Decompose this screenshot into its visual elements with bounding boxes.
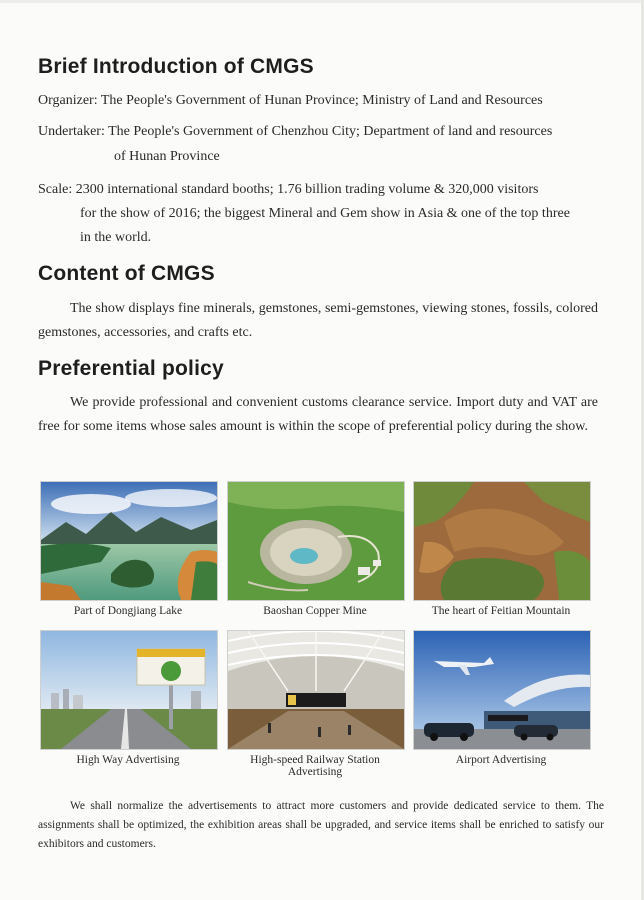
policy-paragraph: We provide professional and convenient customs clearance service. Import duty and VAT are free for some items whose sales amount is within the scope of preferential policy during the show. [38,395,598,434]
page-top-edge [0,0,644,3]
baoshan-copper-mine-caption: Baoshan Copper Mine [263,605,367,617]
scale-line-1: Scale: 2300 international standard booths; 1.76 billion trading volume & 320,000 visitors [38,182,539,197]
airport-advertising-caption: Airport Advertising [455,754,547,766]
dongjiang-lake-caption: Part of Dongjiang Lake [73,605,183,617]
intro-heading: Brief Introduction of CMGS [38,55,314,78]
undertaker-line-2: of Hunan Province [114,149,220,164]
airport-advertising-photo [413,630,591,750]
baoshan-copper-mine-photo [227,481,405,601]
footer-paragraph: We shall normalize the advertisements to attract more customers and provide dedicated service to them. The assignments shall be optimized, the exhibition areas shall be upgraded, and service items shall be enriched to satisfy our exhibitors and customers. [38,800,604,850]
content-paragraph: The show displays fine minerals, gemstones, semi-gemstones, viewing stones, fossils, colored gemstones, accessories, and crafts etc. [38,301,598,340]
undertaker-line-1: Undertaker: The People's Government of Chenzhou City; Department of land and resources [38,124,553,139]
railway-station-advertising-photo [227,630,405,750]
feitian-mountain-photo [413,481,591,601]
organizer-line: Organizer: The People's Government of Hunan Province; Ministry of Land and Resources [38,93,543,108]
scale-line-2: for the show of 2016; the biggest Mineral and Gem show in Asia & one of the top three [80,206,570,221]
highway-advertising-photo [40,630,218,750]
scale-line-3: in the world. [80,230,152,245]
highway-advertising-caption: High Way Advertising [76,754,180,766]
feitian-mountain-caption: The heart of Feitian Mountain [431,605,571,617]
policy-heading: Preferential policy [38,357,224,380]
dongjiang-lake-photo [40,481,218,601]
railway-station-advertising-caption: High-speed Railway Station Advertising [250,754,380,778]
content-heading: Content of CMGS [38,262,215,285]
